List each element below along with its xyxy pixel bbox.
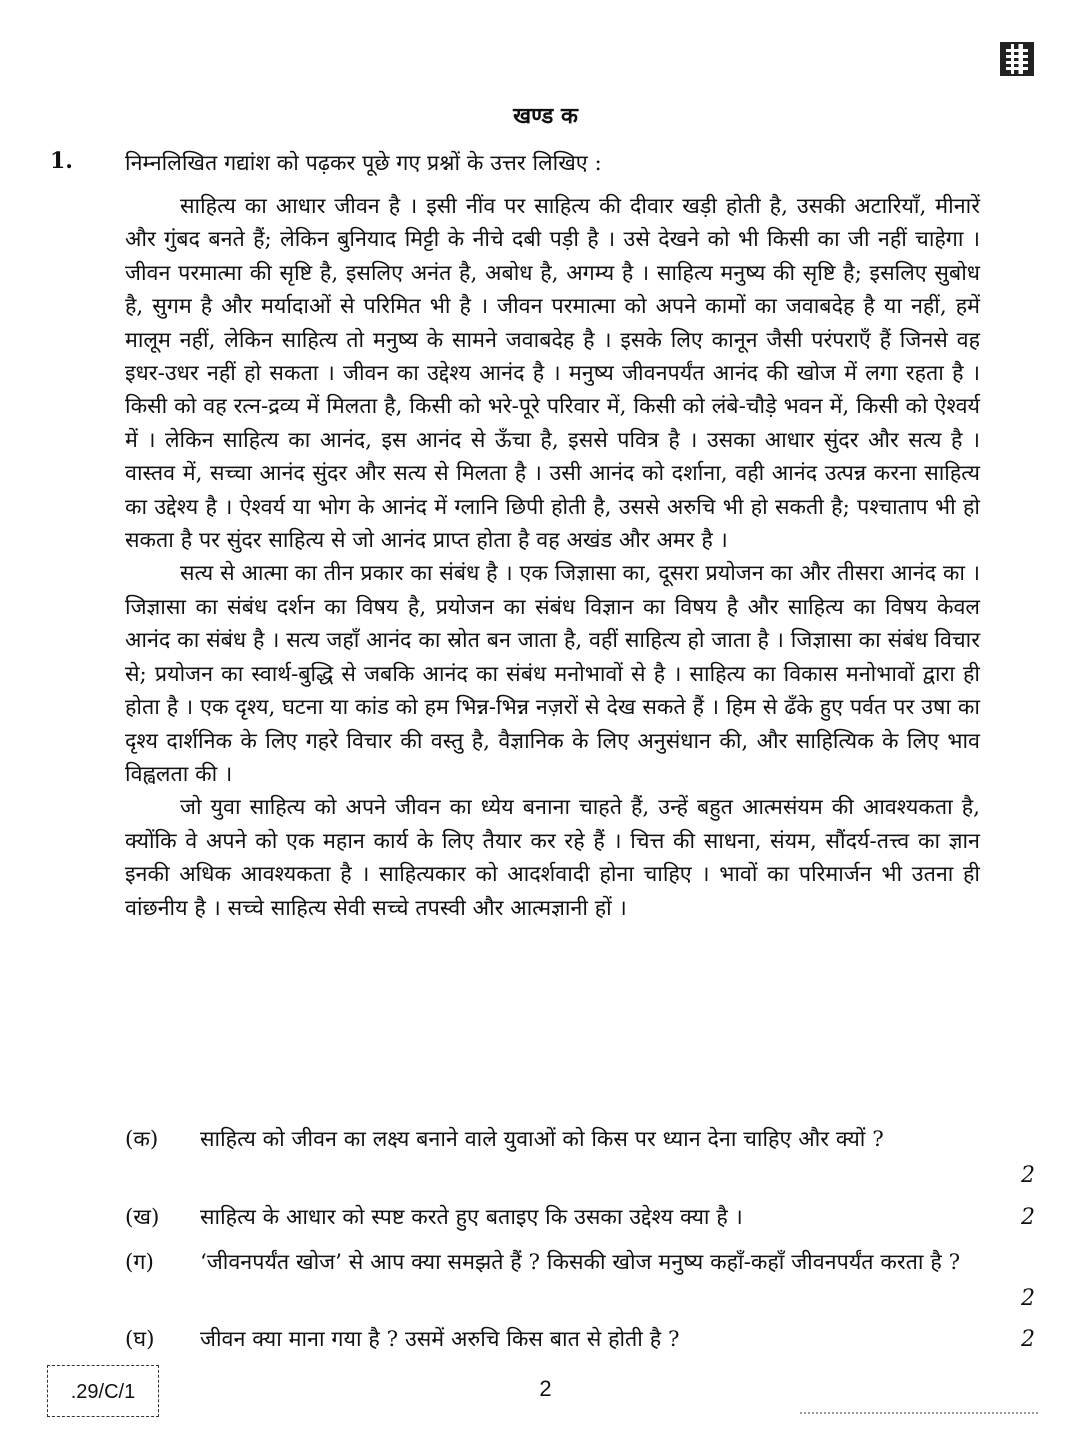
sub-question-marks: 2 [1021,1286,1035,1311]
sub-question-marks: 2 [1021,1327,1035,1352]
question-number: 1. [50,148,73,174]
passage [125,190,980,925]
paper-code: .29/C/1 [47,1365,159,1417]
question-instruction: निम्नलिखित गद्यांश को पढ़कर पूछे गए प्रश्नों के उत्तर लिखिए : [125,151,602,176]
passage-paragraph-1: साहित्य का आधार जीवन है । इसी नींव पर साहित्य की दीवार खड़ी होती है, उसकी अटारियाँ, मीनारें और गुंबद बनते हैं; लेकिन बुनियाद मिट्टी के नीचे दबी पड़ी है । उसे देखने को भी किसी का जी नहीं चाहेगा । जीवन परमात्मा की सृष्टि है, इसलिए अनंत है, अबोध है, अगम्य है । साहित्य मनुष्य की सृष्टि है; इसलिए सुबोध है, सुगम है और मर्यादाओं से परिमित भी है । जीवन परमात्मा को अपने कामों का जवाबदेह है या नहीं, हमें मालूम नहीं, लेकिन साहित्य तो मनुष्य के सामने जवाबदेह है । इसके लिए कानून जैसी परंपराएँ हैं जिनसे वह इधर-उधर नहीं हो सकता । जीवन का उद्देश्य आनंद है । मनुष्य जीवनपर्यंत आनंद की खोज में लगा रहता है । किसी को वह रत्न-द्रव्य में मिलता है, किसी को भरे-पूरे परिवार में, किसी को लंबे-चौड़े भवन में, किसी को ऐश्वर्य में । लेकिन साहित्य का आनंद, इस आनंद से ऊँचा है, इससे पवित्र है । उसका आधार सुंदर और सत्य है । वास्तव में, सच्चा आनंद सुंदर और सत्य से मिलता है । उसी आनंद को दर्शाना, वही आनंद उत्पन्न करना साहित्य का उद्देश्य है । ऐश्वर्य या भोग के आनंद में ग्लानि छिपी होती है, उससे अरुचि भी हो सकती है; पश्चाताप भी हो सकता है पर सुंदर साहित्य से जो आनंद प्राप्त होता है वह अखंड और अमर है । [125,194,980,554]
page-number: 2 [539,1376,552,1401]
sub-question-text: साहित्य को जीवन का लक्ष्य बनाने वाले युवाओं को किस पर ध्यान देना चाहिए और क्यों ? [200,1127,884,1152]
sub-question-text: जीवन क्या माना गया है ? उसमें अरुचि किस बात से होती है ? [200,1327,680,1352]
footer-watermark-strip [800,1412,1040,1414]
sub-question-label: (ख) [125,1205,160,1230]
sub-question-ga [125,1245,1035,1317]
sub-question-text: ‘जीवनपर्यंत खोज’ से आप क्या समझते हैं ? किसकी खोज मनुष्य कहाँ-कहाँ जीवनपर्यंत करता है ? [200,1250,961,1275]
sub-question-marks: 2 [1021,1205,1035,1230]
sub-question-label: (क) [125,1127,159,1152]
sub-question-ka [125,1122,1035,1194]
sub-question-marks: 2 [1021,1163,1035,1188]
sub-question-gha [125,1322,1035,1358]
qr-code-icon [1000,42,1034,76]
sub-question-label: (ग) [125,1250,154,1275]
sub-question-kha [125,1200,1035,1236]
passage-paragraph-2: सत्य से आत्मा का तीन प्रकार का संबंध है । एक जिज्ञासा का, दूसरा प्रयोजन का और तीसरा आनंद का । जिज्ञासा का संबंध दर्शन का विषय है, प्रयोजन का संबंध विज्ञान का विषय है और साहित्य का विषय केवल आनंद का संबंध है । सत्य जहाँ आनंद का स्रोत बन जाता है, वहीं साहित्य हो जाता है । जिज्ञासा का संबंध विचार से; प्रयोजन का स्वार्थ-बुद्धि से जबकि आनंद का संबंध मनोभावों से है । साहित्य का विकास मनोभावों द्वारा ही होता है । एक दृश्य, घटना या कांड को हम भिन्न-भिन्न नज़रों से देख सकते हैं । हिम से ढँके हुए पर्वत पर उषा का दृश्य दार्शनिक के लिए गहरे विचार की वस्तु है, वैज्ञानिक के लिए अनुसंधान की, और साहित्यिक के लिए भाव विह्वलता की । [125,561,980,787]
passage-paragraph-3: जो युवा साहित्य को अपने जीवन का ध्येय बनाना चाहते हैं, उन्हें बहुत आत्मसंयम की आवश्यकता है, क्योंकि वे अपने को एक महान कार्य के लिए तैयार कर रहे हैं । चित्त की साधना, संयम, सौंदर्य-तत्त्व का ज्ञान इनकी अधिक आवश्यकता है । साहित्यकार को आदर्शवादी होना चाहिए । भावों का परिमार्जन भी उतना ही वांछनीय है । सच्चे साहित्य सेवी सच्चे तपस्वी और आत्मज्ञानी हों । [125,795,980,921]
sub-question-text: साहित्य के आधार को स्पष्ट करते हुए बताइए कि उसका उद्देश्य क्या है । [200,1205,743,1230]
sub-question-label: (घ) [125,1327,155,1352]
section-title: खण्ड क [513,103,578,129]
